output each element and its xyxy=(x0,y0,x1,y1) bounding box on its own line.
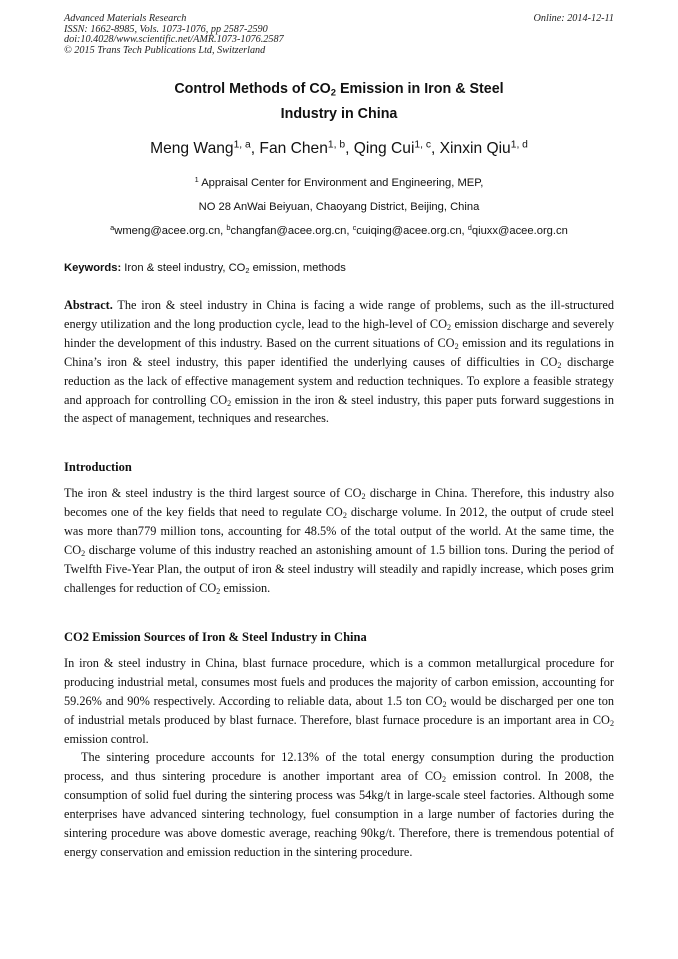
author-list: Meng Wang$^{1, a}$, Fan Chen$^{1, b}$, Qing Cui$^{1, c}$, Xinxin Qiu$^{1, d}$ xyxy=(150,139,528,157)
affiliation-line-1: $^1$ Appraisal Center for Environment and Engineering, MEP, xyxy=(194,174,484,189)
paper-title-line-1: Control Methods of $CO_2$ Emission in Iron & Steel xyxy=(174,81,504,98)
copyright-line: © 2015 Trans Tech Publications Ltd, Switzerland xyxy=(64,44,266,56)
affiliation-line-2: NO 28 AnWai Beiyuan, Chaoyang District, Beijing, China xyxy=(198,201,480,213)
author-name: Fan Chen xyxy=(259,140,328,157)
emission-sources-paragraph-2: The sintering procedure accounts for 12.13% of the total energy consumption during the production process, and thus sintering procedure is another important area of $CO_2$ emission control. In 2008, the consumption of solid fuel during the sintering process was 54kg/t in large-scale steel factories. Although some enterprises have advanced sintering technology, fuel consumption in a large number of factories during the sintering procedure was above domestic average, reaching 90kg/t. Therefore, there is tremendous potential of energy conservation and emission reduction in the sintering procedure. xyxy=(64,750,614,859)
doi-line: doi:10.4028/www.scientific.net/AMR.1073-1076.2587 xyxy=(64,34,284,46)
email-address: qiuxx@acee.org.cn xyxy=(471,225,568,237)
section-heading-introduction: Introduction xyxy=(64,460,132,474)
paper-title-line-2: Industry in China xyxy=(280,106,398,122)
email-address: wmeng@acee.org.cn xyxy=(114,225,221,237)
emission-sources-paragraph-1: In iron & steel industry in China, blast furnace procedure, which is a common metallurgical procedure for producing industrial metal, consumes most fuels and produces the majority of carbon emission, accounting for 59.26% and 90% respectively. According to reliable data, about 1.5 ton $CO_2$ would be discharged per one ton of industrial metals produced by blast furnace. Therefore, blast furnace procedure is an important area in $CO_2$ emission control. xyxy=(64,656,614,746)
section-heading-emission-sources: CO2 Emission Sources of Iron & Steel Industry in China xyxy=(64,630,367,644)
keywords: Keywords: Iron & steel industry, $CO_2$ emission, methods xyxy=(64,262,346,275)
online-date: Online: 2014-12-11 xyxy=(533,13,614,24)
email-address: changfan@acee.org.cn xyxy=(230,225,347,237)
journal-header xyxy=(64,14,284,56)
journal-name: Advanced Materials Research xyxy=(64,13,187,24)
abstract-label: Abstract. xyxy=(64,298,113,312)
author-name: Qing Cui xyxy=(353,140,415,157)
author-name: Xinxin Qiu xyxy=(439,140,511,157)
keywords-label: Keywords: xyxy=(64,262,122,274)
author-name: Meng Wang xyxy=(150,140,234,157)
email-list: $^a$wmeng@acee.org.cn, $^b$changfan@acee.org.cn, $^c$cuiqing@acee.org.cn, $^d$qiuxx@acee.org.cn xyxy=(110,222,568,237)
online-date-header xyxy=(534,14,614,25)
email-address: cuiqing@acee.org.cn xyxy=(356,225,462,237)
abstract-paragraph: Abstract. The iron & steel industry in China is facing a wide range of problems, such as the ill-structured energy utilization and the long production cycle, lead to the high-level of $CO_2$ emission discharge and severely hinder the development of this industry. Based on the current situations of $CO_2$ emission and its regulations in China’s iron & steel industry, this paper identified the underlying causes of difficulties in $CO_2$ discharge reduction as the lack of effective management system and reduction techniques. To explore a feasible strategy and approach for controlling $CO_2$ emission in the iron & steel industry, this paper puts forward suggestions in the aspect of management, techniques and researches. xyxy=(64,298,614,426)
introduction-paragraph: The iron & steel industry is the third largest source of $CO_2$ discharge in China. Therefore, this industry also becomes one of the key fields that need to regulate $CO_2$ discharge volume. In 2012, the output of crude steel was more than779 million tons, accounting for 48.5% of the total output of the world. At the same time, the $CO_2$ discharge volume of this industry reached an astonishing amount of 1.5 billion tons. During the period of Twelfth Five-Year Plan, the output of iron & steel industry will steadily and rapidly increase, which poses grim challenges for reduction of $CO_2$ emission. xyxy=(64,486,614,596)
issn-line: ISSN: 1662-8985, Vols. 1073-1076, pp 2587-2590 xyxy=(64,23,268,35)
